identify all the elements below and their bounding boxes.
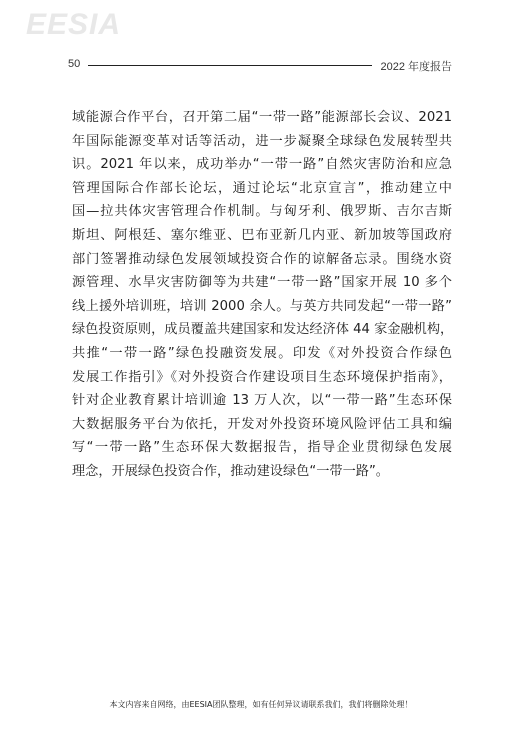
- body-line: 国—拉共体灾害管理合作机制。与匈牙利、俄罗斯、吉尔吉斯: [72, 204, 452, 220]
- body-line: 共推“一带一路”绿色投融资发展。印发《对外投资合作绿色: [72, 345, 452, 361]
- body-line: 识。2021 年以来，成功举办“一带一路”自然灾害防治和应急: [72, 157, 452, 173]
- eesia-logo: EESIA: [26, 8, 122, 41]
- body-line: 年国际能源变革对话等活动，进一步凝聚全球绿色发展转型共: [72, 133, 452, 149]
- body-line: 斯坦、阿根廷、塞尔维亚、巴布亚新几内亚、新加坡等国政府: [72, 227, 452, 243]
- body-line: 发展工作指引》《对外投资合作建设项目生态环境保护指南》，: [72, 369, 452, 385]
- page-header: [68, 58, 452, 74]
- body-line: 针对企业教育累计培训逾 13 万人次，以“一带一路”生态环保: [72, 393, 452, 409]
- body-line: 源管理、水旱灾害防御等为共建“一带一路”国家开展 10 多个: [72, 275, 452, 291]
- body-line: 理念，开展绿色投资合作，推动建设绿色“一带一路”。: [72, 463, 389, 479]
- header-rule: [88, 65, 372, 66]
- page-number: 50: [68, 58, 81, 70]
- body-line: 绿色投资原则，成员覆盖共建国家和发达经济体 44 家金融机构，: [72, 322, 454, 338]
- body-paragraph: [72, 106, 452, 484]
- report-title: 2022 年度报告: [380, 61, 452, 73]
- body-line: 部门签署推动绿色发展领域投资合作的谅解备忘录。围绕水资: [72, 251, 452, 267]
- footer-notice: 本文内容来自网络，由EESIA团队整理，如有任何异议请联系我们，我们将删除处理！: [109, 700, 413, 709]
- body-line: 管理国际合作部长论坛，通过论坛“北京宣言”，推动建立中: [72, 180, 452, 196]
- body-line: 大数据服务平台为依托，开发对外投资环境风险评估工具和编: [72, 416, 452, 432]
- body-line: 域能源合作平台，召开第二届“一带一路”能源部长会议、2021: [72, 110, 452, 125]
- body-line: 写“一带一路”生态环保大数据报告，指导企业贯彻绿色发展: [72, 440, 452, 456]
- body-line: 线上援外培训班，培训 2000 余人。与英方共同发起“一带一路”: [72, 298, 452, 314]
